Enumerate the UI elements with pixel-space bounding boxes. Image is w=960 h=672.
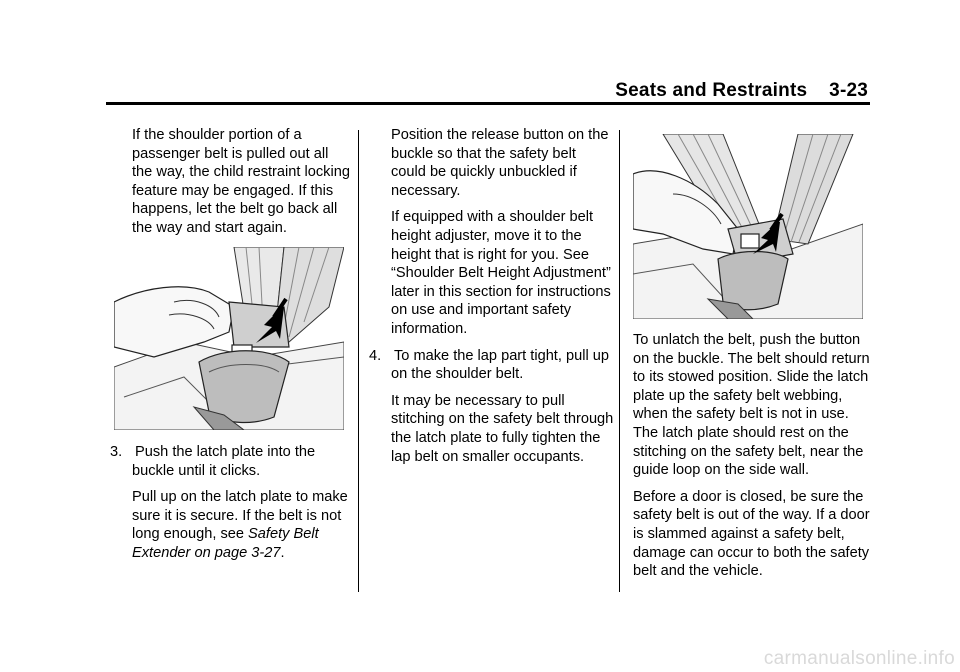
column-2 [369,126,614,474]
unlatch-paragraph: To unlatch the belt, push the button on the buckle. The belt should return to its stowed position. Slide the latch plate up the safety belt webbing, when the safety belt is not in use. The latch plate should rest on the stitching on the safety belt, near the guide loop on the side wall. [633,332,870,479]
latch-secure-paragraph [110,488,350,562]
release-button-paragraph: Position the release button on the buckle so that the safety belt could be quickly unbuckled if necessary. [391,127,609,199]
child-restraint-paragraph: If the shoulder portion of a passenger belt is pulled out all the way, the child restraint locking feature may be engaged. If this happens, let the belt go back all the way and start again. [132,127,350,236]
illustration-belt-tighten [633,134,863,319]
stitching-paragraph: It may be necessary to pull stitching on the safety belt through the latch plate to fully tighten the lap belt on smaller occupants. [391,392,614,465]
step-number: 4. [369,347,382,364]
paragraph-end: . [280,544,285,561]
door-caution-paragraph: Before a door is closed, be sure the safety belt is out of the way. If a door is slammed against a safety belt, damage can occur to both the safety belt and the vehicle. [633,488,870,580]
column-divider-right [619,130,620,592]
step-number: 3. [110,444,123,460]
step-4 [369,347,614,384]
section-title: Seats and Restraints [615,80,808,101]
watermark: carmanualsonline.info [763,648,955,669]
column-3 [633,331,873,589]
illustration-latch-plate-insert [114,247,344,430]
page-number: 3-23 [829,80,868,101]
column-1-bottom [110,443,350,571]
page-header [612,80,868,102]
step-text: Push the latch plate into the buckle until it clicks. [132,444,316,479]
column-1-top [110,126,350,246]
header-rule [106,102,870,105]
height-adjuster-paragraph: If equipped with a shoulder belt height adjuster, move it to the height that is right for you. See “Shoulder Belt Height Adjustment” later in this section for instructions on use and important safety information. [391,209,611,337]
cross-reference-link[interactable]: Safety Belt Extender on page 3-27 [132,526,319,561]
paragraph-text: Pull up on the latch plate to make sure it is secure. If the belt is not long enough, see [132,489,348,543]
step-3 [110,443,350,480]
step-text: To make the lap part tight, pull up on the shoulder belt. [391,347,609,383]
column-divider-left [358,130,359,592]
